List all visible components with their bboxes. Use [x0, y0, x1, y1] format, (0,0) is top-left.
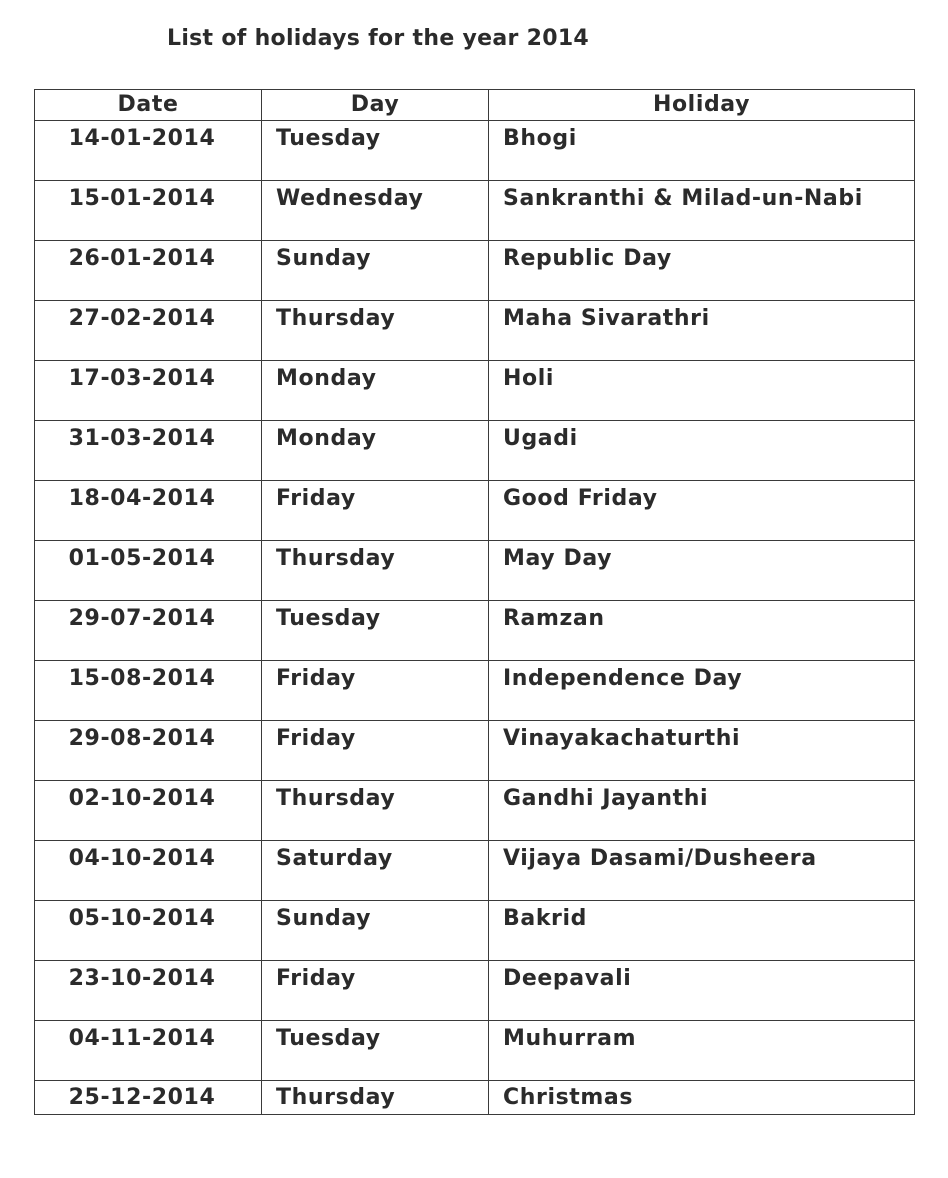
cell-holiday: Republic Day — [489, 241, 915, 301]
page-title: List of holidays for the year 2014 — [167, 26, 590, 51]
table-row — [35, 241, 915, 301]
cell-date: 15-01-2014 — [35, 181, 262, 241]
cell-date: 23-10-2014 — [35, 961, 262, 1021]
cell-day: Thursday — [262, 781, 489, 841]
cell-holiday: Sankranthi & Milad-un-Nabi — [489, 181, 915, 241]
table-row — [35, 541, 915, 601]
cell-date: 26-01-2014 — [35, 241, 262, 301]
table-row — [35, 1021, 915, 1081]
cell-holiday: Maha Sivarathri — [489, 301, 915, 361]
cell-date: 02-10-2014 — [35, 781, 262, 841]
cell-date: 31-03-2014 — [35, 421, 262, 481]
holiday-table — [34, 89, 915, 1115]
table-row — [35, 781, 915, 841]
table-header-row — [35, 90, 915, 121]
cell-holiday: Vijaya Dasami/Dusheera — [489, 841, 915, 901]
column-header-date: Date — [35, 90, 262, 121]
cell-holiday: Good Friday — [489, 481, 915, 541]
cell-day: Tuesday — [262, 601, 489, 661]
cell-date: 27-02-2014 — [35, 301, 262, 361]
table-row — [35, 121, 915, 181]
cell-holiday: Bhogi — [489, 121, 915, 181]
cell-holiday: Ramzan — [489, 601, 915, 661]
cell-date: 04-10-2014 — [35, 841, 262, 901]
table-row — [35, 961, 915, 1021]
cell-day: Friday — [262, 661, 489, 721]
cell-day: Sunday — [262, 901, 489, 961]
table-row — [35, 841, 915, 901]
column-header-day: Day — [262, 90, 489, 121]
table-row — [35, 481, 915, 541]
cell-date: 25-12-2014 — [35, 1081, 262, 1115]
table-row — [35, 901, 915, 961]
cell-day: Friday — [262, 481, 489, 541]
table-row — [35, 301, 915, 361]
cell-day: Thursday — [262, 1081, 489, 1115]
table-row — [35, 421, 915, 481]
cell-day: Wednesday — [262, 181, 489, 241]
cell-day: Friday — [262, 961, 489, 1021]
table-row — [35, 661, 915, 721]
column-header-holiday: Holiday — [489, 90, 915, 121]
cell-date: 18-04-2014 — [35, 481, 262, 541]
cell-date: 01-05-2014 — [35, 541, 262, 601]
cell-day: Friday — [262, 721, 489, 781]
cell-holiday: Bakrid — [489, 901, 915, 961]
table-row — [35, 601, 915, 661]
cell-date: 29-07-2014 — [35, 601, 262, 661]
cell-date: 29-08-2014 — [35, 721, 262, 781]
cell-date: 14-01-2014 — [35, 121, 262, 181]
cell-holiday: Gandhi Jayanthi — [489, 781, 915, 841]
cell-day: Monday — [262, 361, 489, 421]
table-row — [35, 1081, 915, 1115]
table-row — [35, 361, 915, 421]
table-row — [35, 721, 915, 781]
cell-holiday: Ugadi — [489, 421, 915, 481]
cell-day: Thursday — [262, 301, 489, 361]
table-row — [35, 181, 915, 241]
cell-date: 05-10-2014 — [35, 901, 262, 961]
cell-holiday: Muhurram — [489, 1021, 915, 1081]
cell-holiday: May Day — [489, 541, 915, 601]
cell-day: Saturday — [262, 841, 489, 901]
cell-day: Tuesday — [262, 1021, 489, 1081]
cell-holiday: Holi — [489, 361, 915, 421]
cell-holiday: Independence Day — [489, 661, 915, 721]
cell-date: 17-03-2014 — [35, 361, 262, 421]
cell-day: Sunday — [262, 241, 489, 301]
cell-date: 15-08-2014 — [35, 661, 262, 721]
cell-date: 04-11-2014 — [35, 1021, 262, 1081]
cell-holiday: Deepavali — [489, 961, 915, 1021]
cell-holiday: Vinayakachaturthi — [489, 721, 915, 781]
cell-day: Monday — [262, 421, 489, 481]
cell-holiday: Christmas — [489, 1081, 915, 1115]
cell-day: Tuesday — [262, 121, 489, 181]
cell-day: Thursday — [262, 541, 489, 601]
